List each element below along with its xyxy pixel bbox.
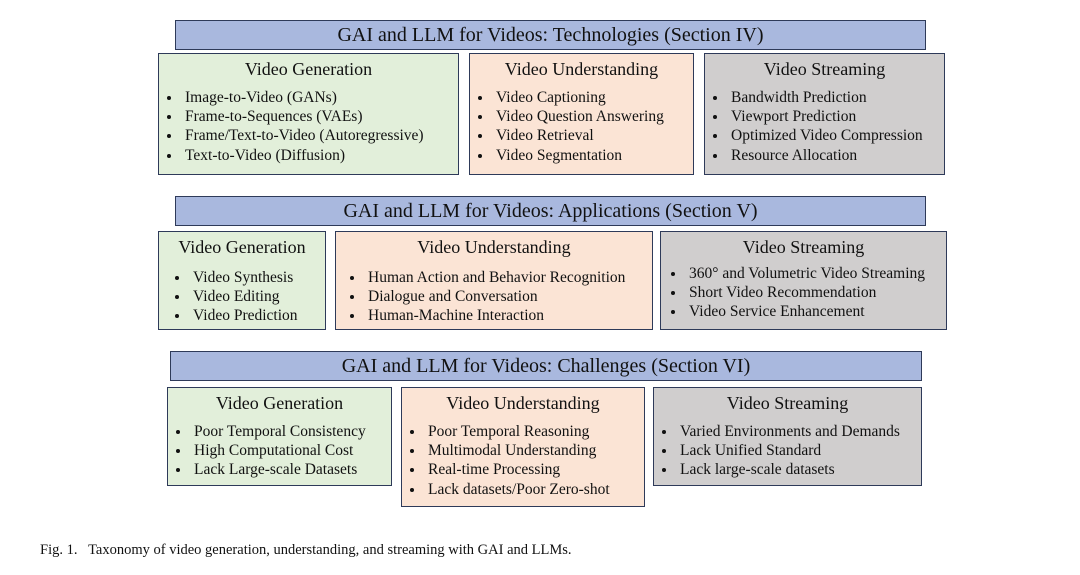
box-title: Video Generation <box>215 393 344 413</box>
list-item: Video Synthesis <box>167 268 298 287</box>
list-item: Lack large-scale datasets <box>654 460 900 479</box>
applications-video-understanding-box <box>335 231 653 330</box>
list-item: Frame/Text-to-Video (Autoregressive) <box>159 126 424 145</box>
technologies-video-understanding-box <box>469 53 694 175</box>
list-item: Human-Machine Interaction <box>342 306 625 325</box>
list-item: Video Prediction <box>167 306 298 325</box>
challenges-video-generation-box <box>167 387 392 486</box>
item-list <box>159 88 424 165</box>
item-list <box>654 422 900 480</box>
technologies-video-streaming-box <box>704 53 945 175</box>
list-item: Text-to-Video (Diffusion) <box>159 146 424 165</box>
box-title: Video Streaming <box>742 237 865 257</box>
list-item: Video Question Answering <box>470 107 664 126</box>
list-item: Optimized Video Compression <box>705 126 923 145</box>
item-list <box>342 268 625 326</box>
list-item: High Computational Cost <box>168 441 366 460</box>
section-header-text: GAI and LLM for Videos: Technologies (Section IV) <box>337 24 764 46</box>
list-item: Lack datasets/Poor Zero-shot <box>402 480 610 499</box>
list-item: Video Editing <box>167 287 298 306</box>
box-title: Video Understanding <box>417 237 571 257</box>
list-item: Frame-to-Sequences (VAEs) <box>159 107 424 126</box>
list-item: Human Action and Behavior Recognition <box>342 268 625 287</box>
box-title: Video Generation <box>244 59 373 79</box>
list-item: Multimodal Understanding <box>402 441 610 460</box>
list-item: Lack Unified Standard <box>654 441 900 460</box>
challenges-video-streaming-box <box>653 387 922 486</box>
list-item: Short Video Recommendation <box>663 283 925 302</box>
list-item: Viewport Prediction <box>705 107 923 126</box>
section-header-text: GAI and LLM for Videos: Challenges (Section VI) <box>341 355 751 377</box>
box-title: Video Streaming <box>726 393 849 413</box>
section-header-applications <box>175 196 926 226</box>
section-header-text: GAI and LLM for Videos: Applications (Section V) <box>343 200 758 222</box>
figure-caption: Fig. 1. Taxonomy of video generation, understanding, and streaming with GAI and LLMs. <box>40 542 572 558</box>
list-item: Bandwidth Prediction <box>705 88 923 107</box>
item-list <box>663 264 925 322</box>
list-item: Resource Allocation <box>705 146 923 165</box>
applications-video-generation-box <box>158 231 326 330</box>
list-item: Real-time Processing <box>402 460 610 479</box>
list-item: Video Retrieval <box>470 126 664 145</box>
technologies-video-generation-box <box>158 53 459 175</box>
item-list <box>168 422 366 480</box>
section-header-challenges <box>170 351 922 381</box>
list-item: Dialogue and Conversation <box>342 287 625 306</box>
item-list <box>705 88 923 165</box>
list-item: Lack Large-scale Datasets <box>168 460 366 479</box>
item-list <box>167 268 298 326</box>
item-list <box>470 88 664 165</box>
list-item: 360° and Volumetric Video Streaming <box>663 264 925 283</box>
list-item: Video Segmentation <box>470 146 664 165</box>
box-title: Video Understanding <box>446 393 600 413</box>
box-title: Video Streaming <box>763 59 886 79</box>
list-item: Image-to-Video (GANs) <box>159 88 424 107</box>
box-title: Video Understanding <box>504 59 659 79</box>
challenges-video-understanding-box <box>401 387 645 507</box>
list-item: Video Service Enhancement <box>663 302 925 321</box>
item-list <box>402 422 610 499</box>
list-item: Poor Temporal Reasoning <box>402 422 610 441</box>
section-header-technologies <box>175 20 926 50</box>
applications-video-streaming-box <box>660 231 947 330</box>
list-item: Varied Environments and Demands <box>654 422 900 441</box>
list-item: Video Captioning <box>470 88 664 107</box>
list-item: Poor Temporal Consistency <box>168 422 366 441</box>
box-title: Video Generation <box>178 237 306 257</box>
